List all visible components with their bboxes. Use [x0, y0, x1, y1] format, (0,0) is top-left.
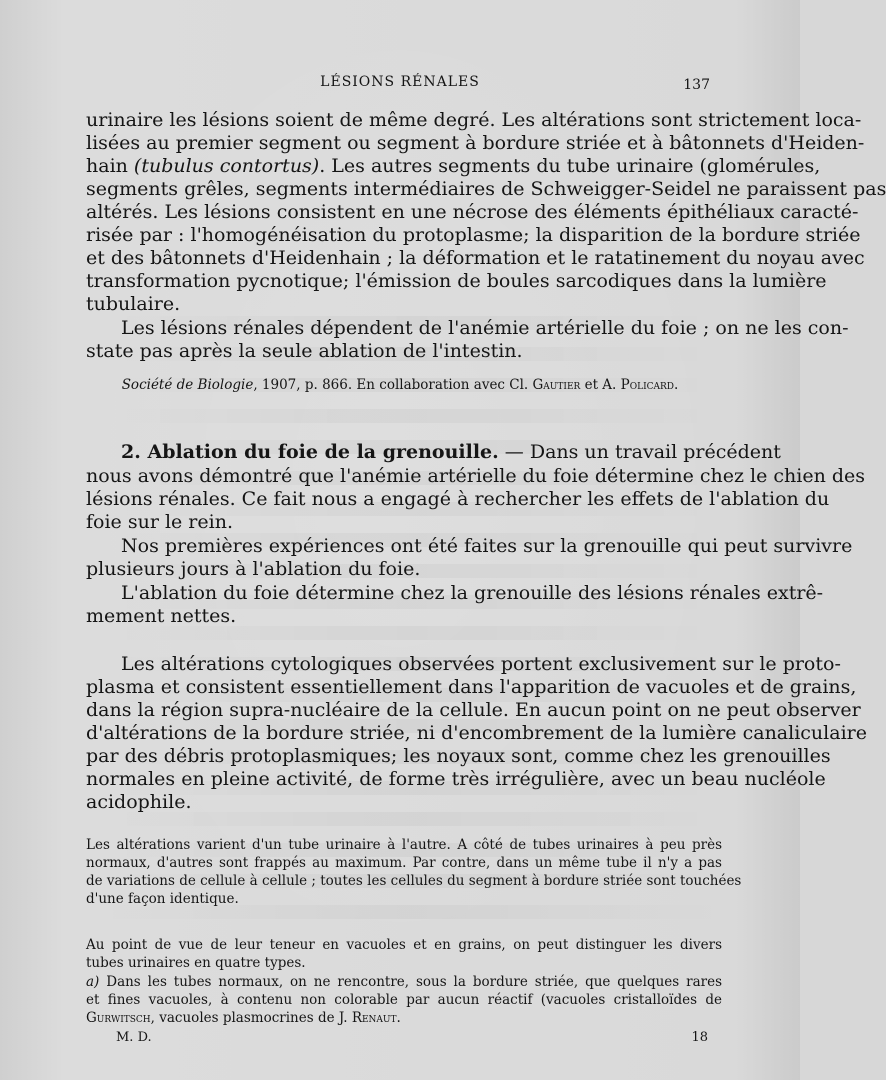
paragraph-line: plusieurs jours à l'ablation du foie. [86, 558, 421, 580]
paragraph-line: state pas après la seule ablation de l'intestin. [86, 340, 523, 362]
section-heading-rest: — Dans un travail précédent [498, 441, 781, 463]
list-label: a) [86, 974, 100, 990]
paragraph-line: Les lésions rénales dépendent de l'anémie artérielle du foie ; on ne les con- [121, 317, 849, 339]
paragraph-line: plasma et consistent essentiellement dans l'apparition de vacuoles et de grains, [86, 676, 857, 698]
paragraph-line: lésions rénales. Ce fait nous a engagé à rechercher les effets de l'ablation du [86, 488, 830, 510]
paragraph-line: Les altérations cytologiques observées portent exclusivement sur le proto- [121, 653, 841, 675]
small-print-line: et fines vacuoles, à contenu non colorable par aucun réactif (vacuoles cristalloïdes de [86, 992, 722, 1008]
gathering-number: 18 [691, 1030, 708, 1045]
paragraph-line: foie sur le rein. [86, 511, 233, 533]
paragraph-line [86, 155, 821, 178]
section-heading: 2. Ablation du foie de la grenouille. [121, 441, 499, 463]
text-fragment: . Les autres segments du tube urinaire (glomérules, [319, 155, 821, 177]
small-print-text: Dans les tubes normaux, on ne rencontre, sous la bordure striée, que quelques rares [99, 974, 722, 990]
paragraph-line: et des bâtonnets d'Heidenhain ; la déformation et le ratatinement du noyau avec [86, 247, 865, 269]
small-print-line: Au point de vue de leur teneur en vacuoles et en grains, on peut distinguer les divers [86, 937, 722, 953]
author-name: Gurwitsch [86, 1010, 151, 1026]
paragraph-line: Nos premières expériences ont été faites sur la grenouille qui peut survivre [121, 535, 853, 557]
paragraph-line: d'altérations de la bordure striée, ni d'encombrement de la lumière canaliculaire [86, 722, 867, 744]
paragraph-line: risée par : l'homogénéisation du protoplasme; la disparition de la bordure striée [86, 224, 861, 246]
caption-text: et A. [580, 377, 621, 393]
caption-text: . [674, 377, 679, 393]
page-number: 137 [683, 77, 710, 93]
latin-term: (tubulus contortus) [133, 155, 320, 177]
paragraph-line: par des débris protoplasmiques; les noyaux sont, comme chez les grenouilles [86, 745, 831, 767]
section-heading-line [121, 441, 781, 464]
paragraph-line: acidophile. [86, 791, 192, 813]
bibliographic-caption [0, 377, 800, 393]
author-name: Gautier [532, 377, 581, 393]
caption-text: , 1907, p. 866. En collaboration avec Cl. [253, 377, 533, 393]
small-print-line: tubes urinaires en quatre types. [86, 955, 306, 971]
small-print-line: d'une façon identique. [86, 891, 239, 907]
journal-title: Société de Biologie [121, 377, 254, 393]
small-print-line: Les altérations varient d'un tube urinaire à l'autre. A côté de tubes urinaires à peu près [86, 837, 722, 853]
signature-mark: M. D. [116, 1030, 152, 1045]
small-print-line: normaux, d'autres sont frappés au maximum. Par contre, dans un même tube il n'y a pas [86, 855, 722, 871]
small-print-line [86, 1009, 722, 1027]
paragraph-line: tubulaire. [86, 293, 181, 315]
small-print-line [86, 973, 722, 991]
paragraph-line: lisées au premier segment ou segment à bordure striée et à bâtonnets d'Heiden- [86, 132, 865, 154]
author-name: Renaut [351, 1010, 397, 1026]
paragraph-line: L'ablation du foie détermine chez la grenouille des lésions rénales extrê- [121, 582, 824, 604]
author-name: Policard [620, 377, 675, 393]
text-fragment: hain [86, 155, 134, 177]
paragraph-line: urinaire les lésions soient de même degré. Les altérations sont strictement loca- [86, 109, 862, 131]
paragraph-line: nous avons démontré que l'anémie artérielle du foie détermine chez le chien des [86, 465, 866, 487]
paragraph-line: mement nettes. [86, 605, 237, 627]
paragraph-line: dans la région supra-nucléaire de la cellule. En aucun point on ne peut observer [86, 699, 861, 721]
small-print-line: de variations de cellule à cellule ; toutes les cellules du segment à bordure striée sont touchées [86, 873, 742, 889]
paragraph-line: altérés. Les lésions consistent en une nécrose des éléments épithéliaux caracté- [86, 201, 859, 223]
paragraph-line: segments grêles, segments intermédiaires de Schweigger-Seidel ne paraissent pas [86, 178, 886, 200]
running-header-title: LÉSIONS RÉNALES [320, 74, 480, 90]
small-print-text: , vacuoles plasmocrines de J. [150, 1010, 352, 1026]
small-print-text: . [396, 1010, 401, 1026]
paragraph-line: normales en pleine activité, de forme très irrégulière, avec un beau nucléole [86, 768, 826, 790]
paragraph-line: transformation pycnotique; l'émission de boules sarcodiques dans la lumière [86, 270, 827, 292]
